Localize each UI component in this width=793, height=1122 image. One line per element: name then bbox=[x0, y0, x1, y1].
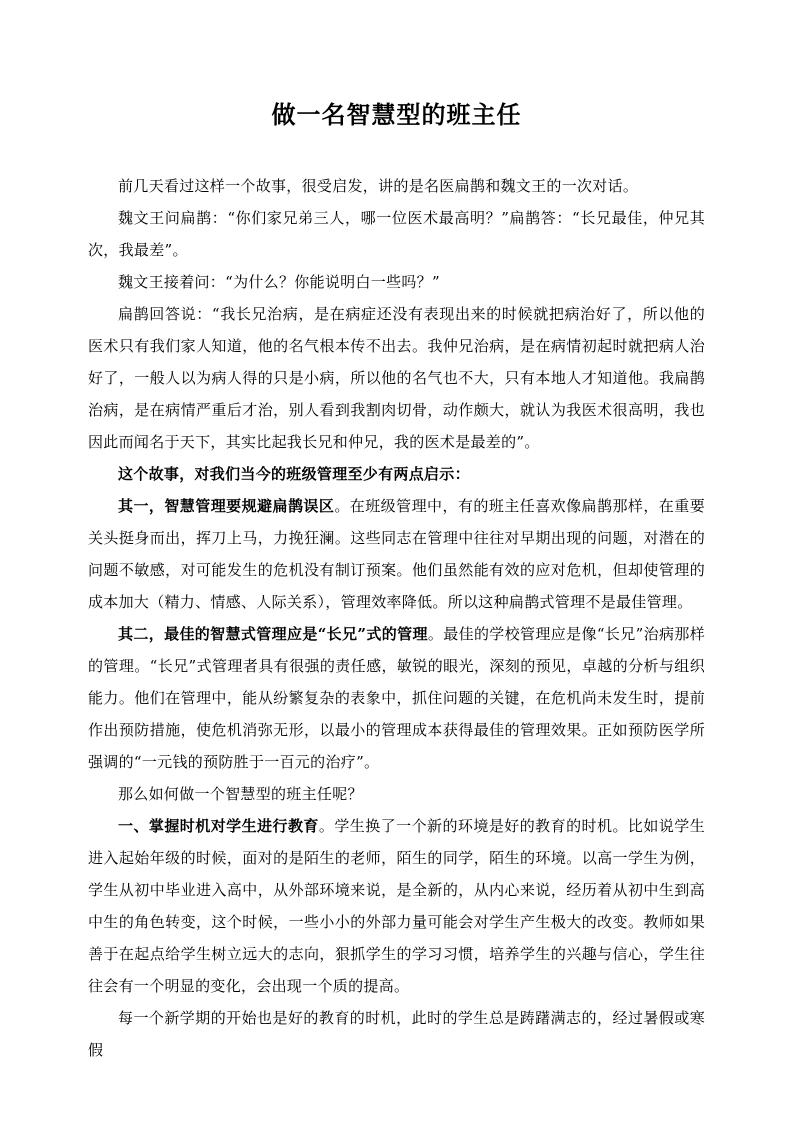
paragraph-bianque-answer: 扁鹊回答说：“我长兄治病，是在病症还没有表现出来的时候就把病治好了，所以他的医术只有我们家人知道，他的名气根本传不出去。我仲兄治病，是在病情初起时就把病人治好了，一般人以为病人得的只是小病，所以他的名气也不大，只有本地人才知道他。我扁鹊治病，是在病情严重后才治，别人看到我割肉切骨，动作颇大，就认为我医术很高明，我也因此而闻名于天下，其实比起我长兄和仲兄，我的医术是最差的”。 bbox=[88, 305, 705, 451]
document-body bbox=[88, 170, 705, 1066]
paragraph-lessons-heading: 这个故事，对我们当今的班级管理至少有两点启示： bbox=[118, 465, 470, 483]
paragraph-how-question: 那么如何做一个智慧型的班主任呢？ bbox=[118, 785, 363, 803]
lesson-two-text: 。最佳的学校管理应是像“长兄”治病那样的管理。“长兄”式管理者具有很强的责任感，敏锐的眼光，深刻的预见，卓越的分析与组织能力。他们在管理中，能从纷繁复杂的表象中，抓住问题的关键，在危机尚未发生时，提前作出预防措施，使危机消弥无形，以最小的管理成本获得最佳的管理效果。正如预防医学所强调的“一元钱的预防胜于一百元的治疗”。 bbox=[88, 625, 706, 771]
paragraph-section-one bbox=[88, 810, 705, 1002]
paragraph-dialogue-followup: 魏文王接着问：“为什么？你能说明白一些吗？” bbox=[118, 273, 440, 291]
paragraph-lesson-two bbox=[88, 618, 705, 778]
lesson-two-lead: 其二，最佳的智慧式管理应是“长兄”式的管理 bbox=[118, 625, 428, 643]
lesson-one-text: 。在班级管理中，有的班主任喜欢像扁鹊那样，在重要关头挺身而出，挥刀上马，力挽狂澜。这些同志在管理中往往对早期出现的问题，对潜在的问题不敏感，对可能发生的危机没有制订预案。他们虽然能有效的应对危机，但却使管理的成本加大（精力、情感、人际关系），管理效率降低。所以这种扁鹊式管理不是最佳管理。 bbox=[88, 497, 706, 611]
paragraph-new-semester: 每一个新学期的开始也是好的教育的时机，此时的学生总是踌躇满志的，经过暑假或寒假 bbox=[88, 1009, 705, 1059]
paragraph-intro: 前几天看过这样一个故事，很受启发，讲的是名医扁鹊和魏文王的一次对话。 bbox=[118, 177, 639, 195]
document-title: 做一名智慧型的班主任 bbox=[271, 101, 522, 129]
section-one-text: 。学生换了一个新的环境是好的教育的时机。比如说学生进入起始年级的时候，面对的是陌生的老师，陌生的同学，陌生的环境。以高一学生为例，学生从初中毕业进入高中，从外部环境来说，是全新的，从内心来说，经历着从初中生到高中生的角色转变，这个时候，一些小小的外部力量可能会对学生产生极大的改变。教师如果善于在起点给学生树立远大的志向，狠抓学生的学习习惯，培养学生的兴趣与信心，学生往往会有一个明显的变化，会出现一个质的提高。 bbox=[88, 817, 705, 995]
section-one-lead: 一、掌握时机对学生进行教育 bbox=[118, 817, 319, 835]
paragraph-dialogue-question: 魏文王问扁鹊：“你们家兄弟三人，哪一位医术最高明？”扁鹊答：“长兄最佳，仲兄其次，我最差”。 bbox=[88, 209, 705, 259]
paragraph-lesson-one bbox=[88, 490, 705, 618]
lesson-one-lead: 其一，智慧管理要规避扁鹊误区 bbox=[118, 497, 335, 515]
